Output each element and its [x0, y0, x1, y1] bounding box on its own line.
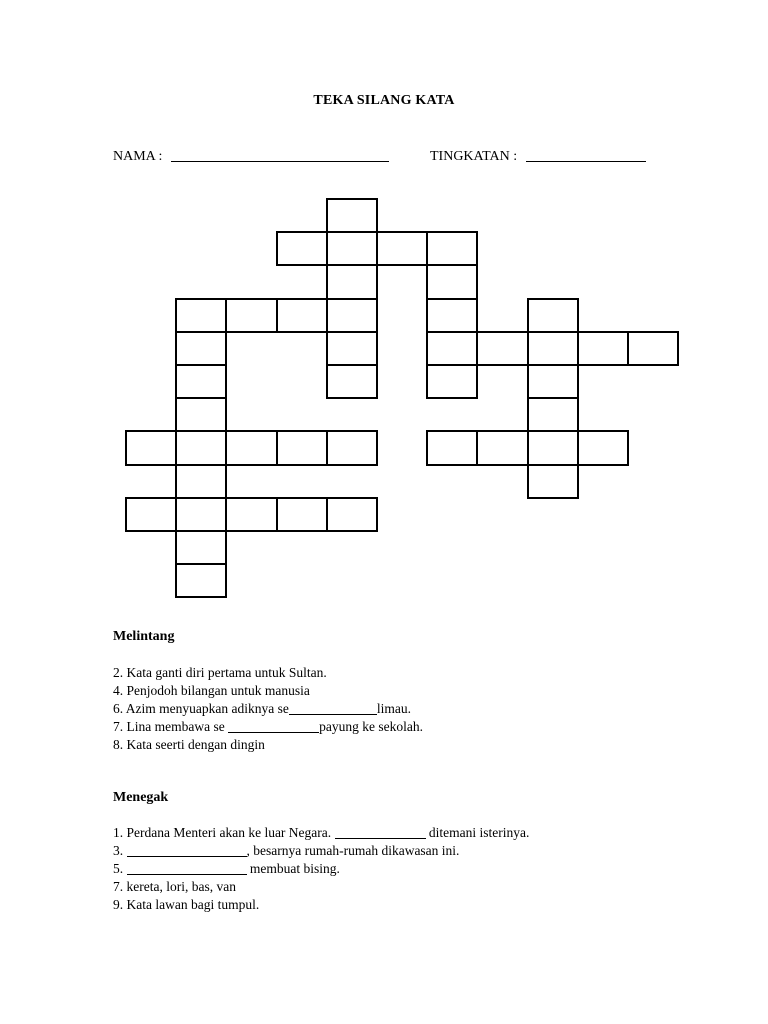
melintang-heading: Melintang	[113, 629, 175, 644]
crossword-cell[interactable]	[225, 430, 277, 465]
crossword-cell[interactable]	[326, 331, 378, 366]
clue-across-6: 6. Azim menyuapkan adiknya se limau.	[113, 701, 411, 716]
crossword-cell[interactable]	[326, 497, 378, 532]
crossword-cell[interactable]	[326, 198, 378, 233]
answer-blank[interactable]	[335, 824, 426, 839]
crossword-cell[interactable]	[276, 298, 328, 333]
crossword-cell[interactable]	[225, 497, 277, 532]
crossword-cell[interactable]	[175, 331, 227, 366]
crossword-cell[interactable]	[326, 231, 378, 266]
crossword-cell[interactable]	[175, 430, 227, 465]
crossword-cell[interactable]	[326, 364, 378, 399]
worksheet-title: TEKA SILANG KATA	[313, 93, 455, 108]
crossword-cell[interactable]	[175, 530, 227, 565]
crossword-cell[interactable]	[426, 331, 478, 366]
crossword-cell[interactable]	[175, 364, 227, 399]
clue-across-2: 2. Kata ganti diri pertama untuk Sultan.	[113, 665, 327, 680]
crossword-cell[interactable]	[527, 464, 579, 499]
menegak-heading: Menegak	[113, 790, 169, 805]
crossword-cell[interactable]	[577, 430, 629, 465]
clue-across-8: 8. Kata seerti dengan dingin	[113, 737, 265, 752]
crossword-cell[interactable]	[376, 231, 428, 266]
crossword-cell[interactable]	[527, 430, 579, 465]
crossword-cell[interactable]	[426, 298, 478, 333]
crossword-cell[interactable]	[527, 298, 579, 333]
crossword-cell[interactable]	[426, 231, 478, 266]
answer-blank[interactable]	[289, 700, 377, 715]
nama-row	[113, 147, 389, 165]
crossword-cell[interactable]	[326, 264, 378, 299]
crossword-cell[interactable]	[577, 331, 629, 366]
crossword-cell[interactable]	[476, 331, 528, 366]
clue-down-5: 5. membuat bising.	[113, 861, 340, 876]
crossword-cell[interactable]	[175, 397, 227, 432]
crossword-cell[interactable]	[175, 563, 227, 598]
crossword-cell[interactable]	[326, 298, 378, 333]
answer-blank[interactable]	[228, 718, 319, 733]
crossword-cell[interactable]	[527, 364, 579, 399]
clue-down-9: 9. Kata lawan bagi tumpul.	[113, 897, 260, 912]
answer-blank[interactable]	[127, 860, 247, 875]
crossword-cell[interactable]	[527, 331, 579, 366]
nama-blank[interactable]	[171, 147, 389, 162]
clue-down-1: 1. Perdana Menteri akan ke luar Negara. ditemani isterinya.	[113, 825, 530, 840]
crossword-cell[interactable]	[175, 298, 227, 333]
tingkatan-row	[430, 147, 646, 165]
clue-across-4: 4. Penjodoh bilangan untuk manusia	[113, 683, 310, 698]
crossword-cell[interactable]	[125, 497, 177, 532]
clue-down-3: 3. , besarnya rumah-rumah dikawasan ini.	[113, 843, 460, 858]
crossword-cell[interactable]	[326, 430, 378, 465]
crossword-cell[interactable]	[225, 298, 277, 333]
clue-down-7: 7. kereta, lori, bas, van	[113, 879, 236, 894]
crossword-cell[interactable]	[175, 497, 227, 532]
answer-blank[interactable]	[127, 842, 247, 857]
crossword-cell[interactable]	[476, 430, 528, 465]
crossword-cell[interactable]	[426, 264, 478, 299]
tingkatan-blank[interactable]	[526, 147, 646, 162]
crossword-cell[interactable]	[527, 397, 579, 432]
clue-across-7: 7. Lina membawa se payung ke sekolah.	[113, 719, 423, 734]
crossword-cell[interactable]	[426, 364, 478, 399]
menegak-clue-list	[113, 824, 529, 914]
crossword-cell[interactable]	[276, 497, 328, 532]
crossword-cell[interactable]	[426, 430, 478, 465]
melintang-clue-list	[113, 664, 423, 754]
crossword-cell[interactable]	[125, 430, 177, 465]
crossword-cell[interactable]	[627, 331, 679, 366]
crossword-cell[interactable]	[175, 464, 227, 499]
nama-label: NAMA :	[113, 149, 163, 164]
tingkatan-label: TINGKATAN :	[430, 149, 518, 164]
crossword-cell[interactable]	[276, 231, 328, 266]
crossword-cell[interactable]	[276, 430, 328, 465]
